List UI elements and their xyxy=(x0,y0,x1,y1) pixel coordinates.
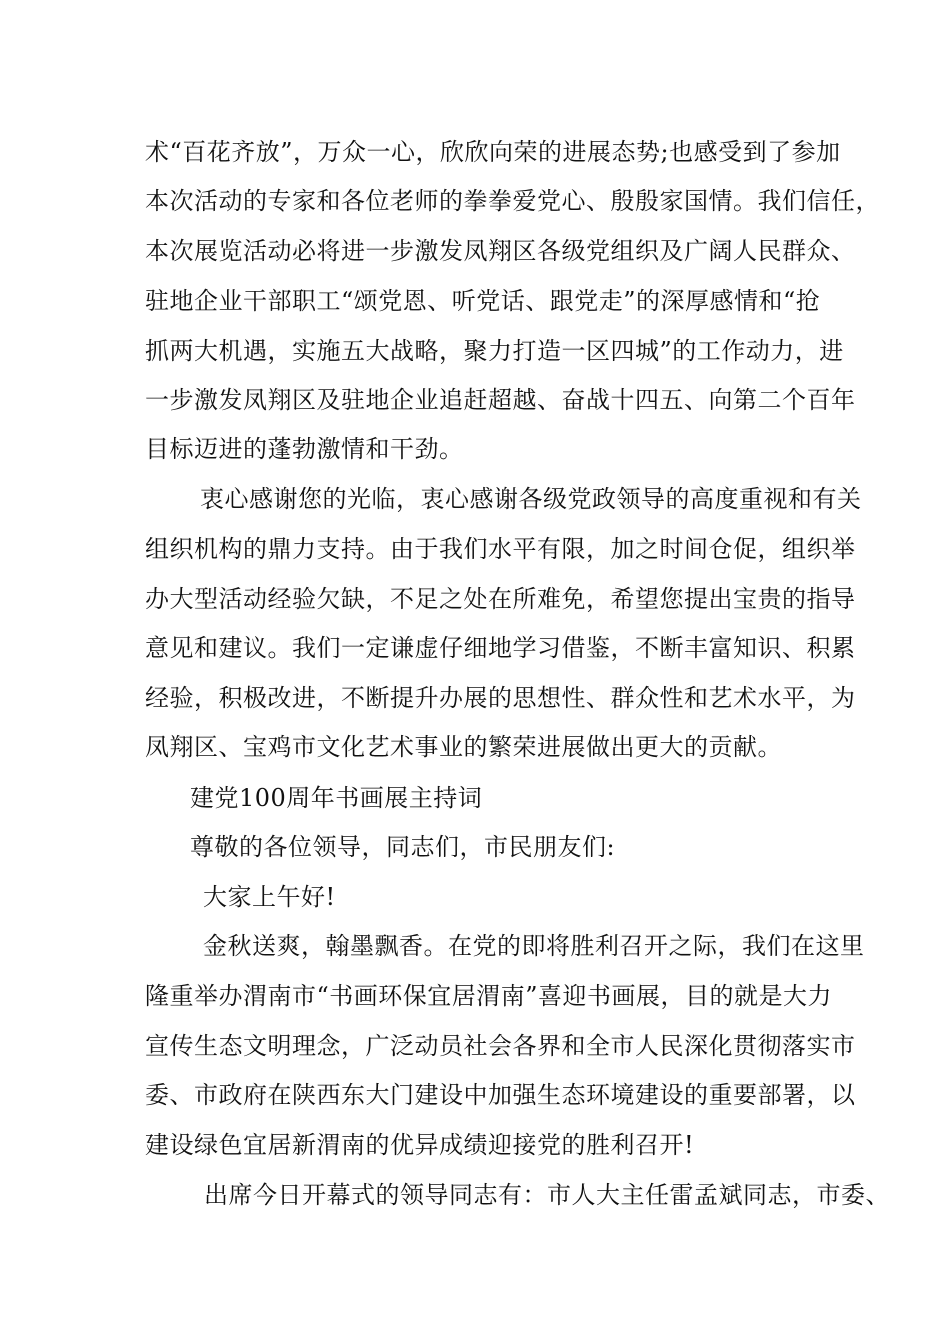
text-line: 组织机构的鼎力支持。由于我们水平有限，加之时间仓促，组织举 xyxy=(145,535,856,563)
text-line: 抓两大机遇，实施五大战略，聚力打造一区四城”的工作动力，进 xyxy=(145,337,844,365)
text-line: 经验，积极改进，不断提升办展的思想性、群众性和艺术水平，为 xyxy=(145,684,856,712)
paragraph-start-line: 金秋送爽，翰墨飘香。在党的即将胜利召开之际，我们在这里 xyxy=(203,932,865,960)
text-line: 宣传生态文明理念，广泛动员社会各界和全市人民深化贯彻落实市 xyxy=(145,1032,856,1060)
text-line: 驻地企业干部职工“颂党恩、听党话、跟党走”的深厚感情和“抢 xyxy=(145,287,821,315)
text-line: 委、市政府在陕西东大门建设中加强生态环境建设的重要部署，以 xyxy=(145,1081,856,1109)
section-title: 建党100周年书画展主持词 xyxy=(190,784,483,812)
salutation-line: 尊敬的各位领导，同志们，市民朋友们: xyxy=(190,833,616,861)
text-line: 凤翔区、宝鸡市文化艺术事业的繁荣进展做出更大的贡献。 xyxy=(145,733,782,761)
text-line: 本次展览活动必将进一步激发凤翔区各级党组织及广阔人民群众、 xyxy=(145,237,856,265)
text-line: 意见和建议。我们一定谦虚仔细地学习借鉴，不断丰富知识、积累 xyxy=(145,634,856,662)
paragraph-start-line: 衷心感谢您的光临，衷心感谢各级党政领导的高度重视和有关 xyxy=(200,485,862,513)
text-line: 隆重举办渭南市“书画环保宜居渭南”喜迎书画展，目的就是大力 xyxy=(145,982,833,1010)
paragraph-start-line: 出席今日开幕式的领导同志有：市人大主任雷孟斌同志，市委、 xyxy=(204,1181,890,1209)
greeting-line: 大家上午好! xyxy=(203,883,336,911)
text-line: 术“百花齐放”，万众一心，欣欣向荣的进展态势;也感受到了参加 xyxy=(145,138,841,166)
text-line: 建设绿色宜居新渭南的优异成绩迎接党的胜利召开! xyxy=(145,1131,695,1159)
text-line: 一步激发凤翔区及驻地企业追赶超越、奋战十四五、向第二个百年 xyxy=(145,386,856,414)
text-line: 本次活动的专家和各位老师的拳拳爱党心、殷殷家国情。我们信任， xyxy=(145,187,880,215)
text-line: 办大型活动经验欠缺，不足之处在所难免，希望您提出宝贵的指导 xyxy=(145,585,856,613)
text-line: 目标迈进的蓬勃激情和干劲。 xyxy=(145,435,464,463)
